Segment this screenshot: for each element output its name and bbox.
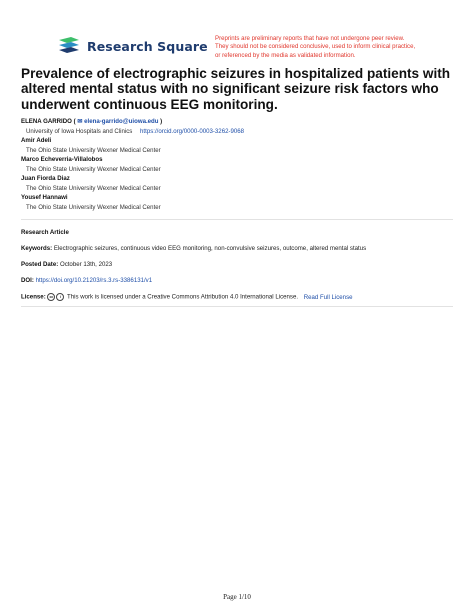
author-affiliation: The Ohio State University Wexner Medical Center [26, 184, 161, 192]
doi-label: DOI: [21, 277, 34, 284]
article-type: Research Article [21, 229, 69, 236]
author-entry [21, 193, 461, 212]
author-name: Marco Echeverria-Villalobos [21, 156, 103, 163]
author-email-link[interactable]: elena-garrido@uiowa.edu [84, 118, 159, 125]
author-name: Juan Fiorda Diaz [21, 175, 70, 182]
cc-icon: cc [47, 293, 55, 301]
keywords-row [21, 245, 366, 252]
orcid-link[interactable]: https://orcid.org/0000-0003-3262-9068 [140, 127, 245, 135]
author-entry [21, 174, 461, 193]
research-square-logo[interactable] [57, 37, 208, 55]
read-full-license-link[interactable]: Read Full License [303, 293, 353, 301]
keywords-value: Electrographic seizures, continuous video EEG monitoring, non-convulsive seizures, outcome, altered mental status [53, 245, 367, 252]
author-entry [21, 155, 461, 174]
email-icon: ✉ [77, 118, 83, 125]
posted-date-row [21, 261, 112, 268]
posted-date-value: October 13th, 2023 [59, 261, 113, 268]
logo-text: Research Square [87, 38, 208, 54]
author-affiliation: The Ohio State University Wexner Medical Center [26, 146, 161, 154]
disclaimer-line: or referenced by the media as validated information. [215, 51, 356, 59]
author-affiliation: The Ohio State University Wexner Medical Center [26, 203, 161, 211]
author-entry: ELENA GARRIDO ( ✉ elena-garrido@uiowa.edu ) University of Iowa Hospitals and Clinics https://orcid.org/0000-0003-3262-9068 [21, 118, 245, 135]
section-divider [21, 219, 453, 220]
section-divider [21, 306, 453, 307]
author-affiliation: The Ohio State University Wexner Medical Center [26, 165, 161, 173]
author-name: Amir Adeli [21, 137, 52, 144]
author-list [21, 117, 461, 212]
research-square-logo-icon [57, 37, 81, 55]
author-entry [21, 136, 461, 155]
keywords-label: Keywords: [21, 245, 53, 252]
page-number: Page 1/10 [223, 593, 251, 601]
author-name: ELENA GARRIDO [21, 118, 72, 125]
paper-title: Prevalence of electrographic seizures in hospitalized patients with altered mental status with no significant seizure risk factors who underwent continuous EEG monitoring. [21, 66, 451, 112]
license-text: This work is licensed under a Creative Commons Attribution 4.0 International License. [67, 293, 299, 301]
posted-date-label: Posted Date: [21, 261, 59, 268]
doi-row [21, 277, 152, 284]
license-label: License: [21, 293, 46, 301]
author-affiliation: University of Iowa Hospitals and Clinics [26, 127, 133, 135]
disclaimer-line: They should not be considered conclusive, used to inform clinical practice, [215, 43, 416, 51]
by-icon: i [56, 293, 64, 301]
author-name: Yousef Hannawi [21, 194, 68, 201]
doi-link[interactable]: https://doi.org/10.21203/rs.3.rs-3386131/v1 [35, 277, 153, 284]
license-row [21, 293, 353, 301]
disclaimer-line: Preprints are preliminary reports that have not undergone peer review. [215, 35, 405, 42]
preprint-disclaimer [215, 35, 465, 60]
